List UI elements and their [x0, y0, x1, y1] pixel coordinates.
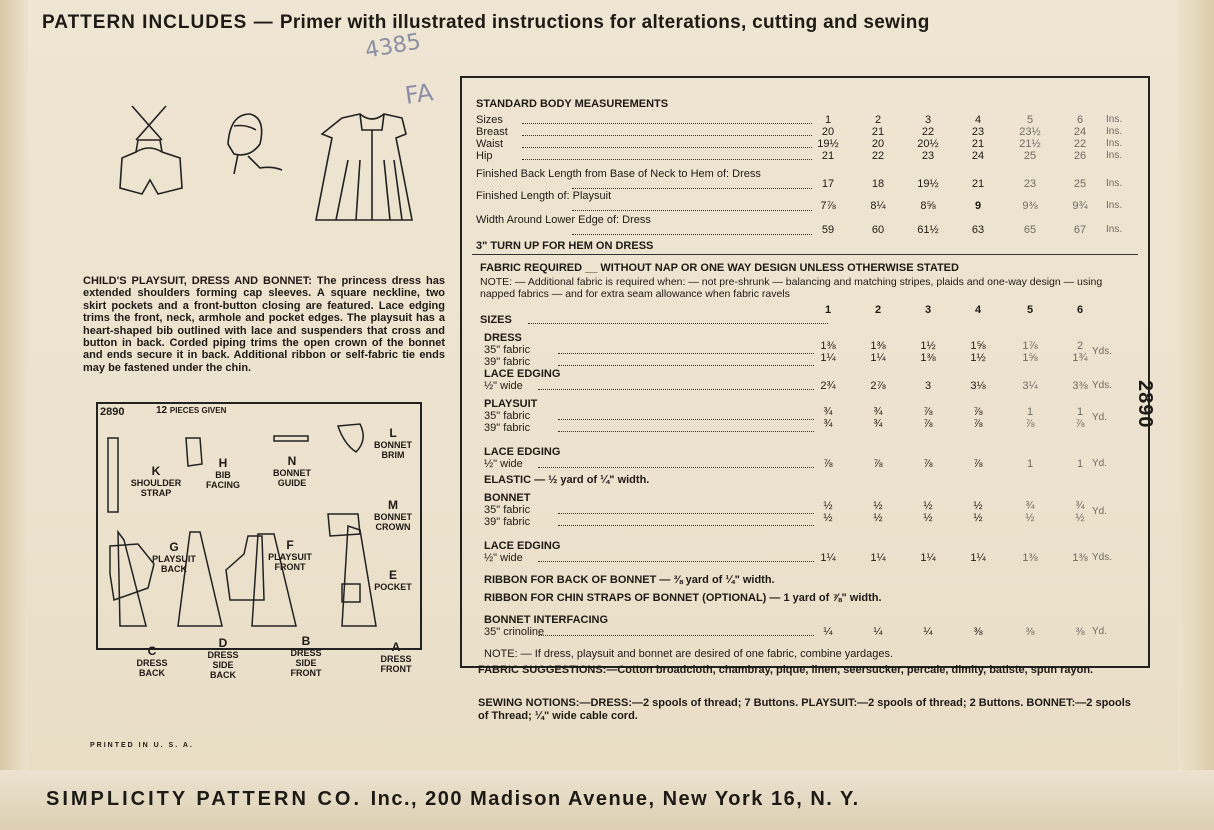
lace-edging-playsuit-value: ⅞	[873, 458, 883, 470]
piece-e-label	[370, 568, 416, 592]
dress-39-label: 39" fabric	[484, 356, 531, 368]
dress-39-value: 1⅜	[920, 352, 936, 364]
sizes-dots	[528, 323, 828, 324]
measurement-value: 67	[1073, 224, 1087, 236]
lace-edging-dress-value: 3¼	[1022, 380, 1038, 392]
fabric-heading: FABRIC REQUIRED __ WITHOUT NAP OR ONE WAY DESIGN UNLESS OTHERWISE STATED	[480, 262, 959, 274]
measurement-label: Width Around Lower Edge of: Dress	[476, 214, 651, 226]
ribbon-back-text: RIBBON FOR BACK OF BONNET — ⅜ yard of ¼" width.	[484, 574, 775, 586]
bonnet-39-value: ½	[873, 512, 883, 524]
dress-35-label: 35" fabric	[484, 344, 531, 356]
piece-h-letter: H	[218, 456, 228, 470]
measurement-value: 25	[1073, 178, 1087, 190]
measurement-value: 8¼	[870, 200, 886, 212]
piece-n-letter: N	[287, 454, 297, 468]
paper-edge-right	[1178, 0, 1214, 830]
piece-c-name: DRESS BACK	[136, 658, 168, 678]
measurement-value: 19½	[817, 138, 839, 150]
piece-h-shape	[186, 438, 202, 466]
measurement-value: 19½	[917, 178, 939, 190]
row-dots	[558, 419, 814, 420]
playsuit-35-value: ⅞	[923, 406, 933, 418]
piece-e-letter: E	[388, 568, 397, 582]
dress-39-value: 1¼	[820, 352, 836, 364]
bonnet-35-value: ½	[973, 500, 983, 512]
measurement-value: 21	[971, 178, 985, 190]
size-header-cell: 3	[924, 304, 932, 316]
yardage-unit: Yds.	[1092, 346, 1113, 357]
playsuit-35-value: ¾	[873, 406, 883, 418]
measurement-value: 18	[871, 178, 885, 190]
piece-f-label	[266, 538, 314, 572]
piece-m-name: BONNET CROWN	[374, 512, 412, 532]
lace-edging-bonnet-value: 1⅜	[1022, 552, 1038, 564]
yardage-unit: Yds.	[1092, 552, 1113, 563]
table-divider	[472, 254, 1138, 255]
hem-note: 3" TURN UP FOR HEM ON DRESS	[476, 240, 654, 252]
yardage-unit: Yds.	[1092, 380, 1113, 391]
measurement-value: 9⅜	[1022, 200, 1038, 212]
measurement-value: 26	[1073, 150, 1087, 162]
sizes-label: SIZES	[480, 314, 512, 326]
row-dots	[558, 525, 814, 526]
playsuit-title: PLAYSUIT	[484, 398, 538, 410]
playsuit-39-value: ¾	[873, 418, 883, 430]
bonnet-interfacing-value: ⅜	[1075, 626, 1085, 638]
measurement-value: 21½	[1019, 138, 1041, 150]
bonnet-interfacing-value: ⅜	[1025, 626, 1035, 638]
bonnet-35-label: 35" fabric	[484, 504, 531, 516]
measurement-value: 24	[1073, 126, 1087, 138]
measurement-value: 22	[1073, 138, 1087, 150]
bonnet-39-label: 39" fabric	[484, 516, 531, 528]
footer-address: Inc., 200 Madison Avenue, New York 16, N. Y.	[370, 788, 860, 810]
piece-c-text	[132, 644, 172, 678]
measurement-dots	[572, 234, 812, 235]
measurement-value: 24	[971, 150, 985, 162]
row-dots	[558, 431, 814, 432]
piece-b-letter: B	[301, 634, 311, 648]
dress-35-value: 2	[1076, 340, 1084, 352]
lace-edging-dress-value: 3	[924, 380, 932, 392]
size-header-cell: 2	[874, 304, 882, 316]
row-dots	[558, 353, 814, 354]
measurement-value: 21	[871, 126, 885, 138]
measurement-value: 8⅝	[920, 200, 936, 212]
stamp-number: 4385	[363, 29, 423, 64]
measurement-unit: Ins.	[1106, 138, 1123, 149]
measurement-value: 20½	[917, 138, 939, 150]
measurement-dots	[522, 135, 812, 136]
lace-edging-bonnet-sub: ½" wide	[484, 552, 523, 564]
lace-edging-dress-value: 2⅞	[870, 380, 886, 392]
measurement-value: 22	[871, 150, 885, 162]
dress-35-value: 1⅞	[1022, 340, 1038, 352]
measurement-value: 5	[1026, 114, 1034, 126]
bonnet-interfacing-value: ¼	[923, 626, 933, 638]
piece-k-name: SHOULDER STRAP	[130, 478, 182, 498]
pattern-description: CHILD'S PLAYSUIT, DRESS AND BONNET: The princess dress has extended shoulders forming cap sleeves. A square neckline, two skirt pockets and a front-button closing are featured. Lace edging trims the front, neck, armhole and pocket edges. The playsuit has a heart-shaped bib outlined with lace and suspenders that cross and button in back. Corded piping trims the open crown of the bonnet and ends secure it in back. Additional ribbon or self-fabric tie ends may be fastened under the chin.	[83, 275, 445, 374]
playsuit-39-value: ⅞	[1025, 418, 1035, 430]
bonnet-interfacing-title: BONNET INTERFACING	[484, 614, 609, 626]
piece-f-letter: F	[286, 538, 294, 552]
bonnet-illustration	[228, 114, 282, 174]
fabric-suggestions: FABRIC SUGGESTIONS:—Cotton broadcloth, chambray, pique, linen, seersucker, percale, dimity, batiste, spun rayon.	[478, 664, 1094, 676]
row-dots	[538, 467, 814, 468]
pieces-count-number: 12	[156, 405, 168, 416]
measurement-unit: Ins.	[1106, 150, 1123, 161]
bonnet-title: BONNET	[484, 492, 531, 504]
size-header-cell: 4	[974, 304, 982, 316]
measurement-value: 2	[874, 114, 882, 126]
lace-edging-bonnet-value: 1¼	[820, 552, 836, 564]
pieces-pattern-number: 2890	[100, 406, 125, 418]
playsuit-35-value: 1	[1026, 406, 1034, 418]
side-pattern-number: 2890	[1134, 380, 1156, 429]
measurement-label: Hip	[476, 150, 493, 162]
dress-35-value: 1⅜	[870, 340, 886, 352]
header-subtitle: Primer with illustrated instructions for alterations, cutting and sewing	[279, 12, 930, 33]
measurement-value: 20	[821, 126, 835, 138]
measurement-value: 21	[971, 138, 985, 150]
bonnet-interfacing-sub: 35" crinoline	[484, 626, 545, 638]
row-dots	[558, 513, 814, 514]
pieces-count-label: PIECES GIVEN	[169, 406, 227, 415]
combine-note: NOTE: — If dress, playsuit and bonnet are desired of one fabric, combine yardages.	[484, 648, 894, 660]
measurement-value: 60	[871, 224, 885, 236]
measurement-value: 23½	[1019, 126, 1041, 138]
piece-n-name: BONNET GUIDE	[273, 468, 311, 488]
bonnet-35-value: ¾	[1025, 500, 1035, 512]
piece-l-label	[370, 426, 416, 460]
dress-39-value: 1½	[970, 352, 986, 364]
measurement-label: Waist	[476, 138, 504, 150]
measurement-value: 65	[1023, 224, 1037, 236]
piece-d-text	[206, 636, 240, 680]
piece-k-letter: K	[151, 464, 161, 478]
dress-35-value: 1⅝	[970, 340, 986, 352]
piece-n-shape	[274, 436, 308, 441]
measurement-label: Breast	[476, 126, 508, 138]
piece-b-text	[288, 634, 324, 678]
playsuit-35-label: 35" fabric	[484, 410, 531, 422]
footer-company: SIMPLICITY PATTERN CO.	[46, 788, 363, 810]
piece-n-label	[268, 454, 316, 488]
bonnet-39-value: ½	[973, 512, 983, 524]
measurement-dots	[522, 123, 812, 124]
measurement-value: 20	[871, 138, 885, 150]
lace-edging-dress-sub: ½" wide	[484, 380, 523, 392]
bonnet-35-value: ½	[873, 500, 883, 512]
measurement-unit: Ins.	[1106, 114, 1123, 125]
dress-illustration	[316, 114, 412, 220]
bonnet-35-value: ½	[823, 500, 833, 512]
piece-l-shape	[338, 424, 363, 452]
playsuit-39-value: ⅞	[923, 418, 933, 430]
bonnet-35-value: ½	[923, 500, 933, 512]
measurement-dots	[522, 159, 812, 160]
measurement-dots	[522, 147, 812, 148]
stamp-letters: FA	[403, 78, 435, 110]
bonnet-interfacing-value: ⅜	[973, 626, 983, 638]
pattern-pieces-panel	[96, 402, 422, 650]
dress-39-value: 1¾	[1072, 352, 1088, 364]
yardage-unit: Yd.	[1092, 506, 1108, 517]
dress-35-value: 1½	[920, 340, 936, 352]
measurement-value: 25	[1023, 150, 1037, 162]
measurement-value: 59	[821, 224, 835, 236]
bonnet-interfacing-value: ¼	[873, 626, 883, 638]
row-dots	[538, 635, 814, 636]
measurement-value: 23	[971, 126, 985, 138]
measurement-value: 17	[821, 178, 835, 190]
measurement-value: 9¾	[1072, 200, 1088, 212]
size-header-cell: 5	[1026, 304, 1034, 316]
paper-edge-left	[0, 0, 28, 830]
piece-m-shape	[328, 514, 360, 536]
piece-h-name: BIB FACING	[206, 470, 241, 490]
piece-l-name: BONNET BRIM	[374, 440, 412, 460]
measurement-value: 22	[921, 126, 935, 138]
lace-edging-playsuit-value: ⅞	[923, 458, 933, 470]
header	[42, 12, 930, 34]
header-title: PATTERN INCLUDES —	[42, 12, 274, 33]
measurement-value: 23	[1023, 178, 1037, 190]
lace-edging-playsuit-value: 1	[1076, 458, 1084, 470]
lace-edging-dress-value: 2¾	[820, 380, 836, 392]
measurement-value: 6	[1076, 114, 1084, 126]
elastic-text: ELASTIC — ½ yard of ¼" width.	[484, 474, 650, 486]
lace-edging-playsuit-value: 1	[1026, 458, 1034, 470]
piece-c-letter: C	[147, 644, 157, 658]
playsuit-39-value: ⅞	[1075, 418, 1085, 430]
row-dots	[558, 365, 814, 366]
piece-d-name: DRESS SIDE BACK	[207, 650, 239, 680]
bonnet-39-value: ½	[1025, 512, 1035, 524]
yardage-unit: Yd.	[1092, 458, 1108, 469]
piece-b-name: DRESS SIDE FRONT	[290, 648, 322, 678]
measurement-unit: Ins.	[1106, 126, 1123, 137]
measurements-heading: STANDARD BODY MEASUREMENTS	[476, 98, 669, 110]
playsuit-35-value: ¾	[823, 406, 833, 418]
footer	[46, 788, 860, 811]
piece-g-label	[150, 540, 198, 574]
lace-edging-bonnet-value: 1¼	[920, 552, 936, 564]
piece-k-shape	[108, 438, 118, 512]
row-dots	[538, 561, 814, 562]
measurement-value: 3	[924, 114, 932, 126]
yardage-unit: Yd.	[1092, 626, 1108, 637]
measurement-label: Finished Back Length from Base of Neck to Hem of: Dress	[476, 168, 761, 180]
playsuit-39-value: ⅞	[973, 418, 983, 430]
piece-c-shape	[118, 532, 146, 626]
playsuit-39-label: 39" fabric	[484, 422, 531, 434]
lace-edging-bonnet-title: LACE EDGING	[484, 540, 561, 552]
piece-k-label	[126, 464, 186, 498]
piece-e-name: POCKET	[374, 582, 412, 592]
printed-in-usa: PRINTED IN U. S. A.	[90, 742, 194, 749]
dress-35-value: 1⅜	[820, 340, 836, 352]
measurement-value: 4	[974, 114, 982, 126]
piece-a-text	[376, 640, 416, 674]
piece-g-name: PLAYSUIT BACK	[152, 554, 196, 574]
dress-39-value: 1⅝	[1022, 352, 1038, 364]
piece-f-name: PLAYSUIT FRONT	[268, 552, 312, 572]
lace-edging-playsuit-value: ⅞	[973, 458, 983, 470]
piece-a-name: DRESS FRONT	[380, 654, 412, 674]
measurement-unit: Ins.	[1106, 224, 1123, 235]
measurement-value: 1	[824, 114, 832, 126]
measurement-value: 61½	[917, 224, 939, 236]
measurement-value: 9	[974, 200, 982, 212]
fabric-note: NOTE: — Additional fabric is required when: — not pre-shrunk — balancing and matching stripes, plaids and one-way design — using napped fabrics — and for extra seam allowance when fabric ravels	[480, 276, 1103, 300]
bonnet-interfacing-value: ¼	[823, 626, 833, 638]
lace-edging-dress-value: 3⅜	[1072, 380, 1088, 392]
piece-h-label	[206, 456, 240, 490]
piece-a-letter: A	[391, 640, 401, 654]
lace-edging-playsuit-sub: ½" wide	[484, 458, 523, 470]
piece-d-letter: D	[218, 636, 228, 650]
lace-edging-playsuit-value: ⅞	[823, 458, 833, 470]
measurement-label: Sizes	[476, 114, 503, 126]
playsuit-illustration	[120, 106, 182, 194]
measurement-unit: Ins.	[1106, 200, 1123, 211]
size-header-cell: 1	[824, 304, 832, 316]
bonnet-35-value: ¾	[1075, 500, 1085, 512]
measurement-dots	[572, 210, 812, 211]
bonnet-39-value: ½	[923, 512, 933, 524]
playsuit-35-value: 1	[1076, 406, 1084, 418]
measurement-value: 23	[921, 150, 935, 162]
ribbon-chin-text: RIBBON FOR CHIN STRAPS OF BONNET (OPTIONAL) — 1 yard of ⅞" width.	[484, 592, 882, 604]
lace-edging-bonnet-value: 1⅜	[1072, 552, 1088, 564]
size-header-cell: 6	[1076, 304, 1084, 316]
measurement-label: Finished Length of: Playsuit	[476, 190, 612, 202]
lace-edging-bonnet-value: 1¼	[970, 552, 986, 564]
yardage-unit: Yd.	[1092, 412, 1108, 423]
piece-m-label	[370, 498, 416, 532]
lace-edging-dress-title: LACE EDGING	[484, 368, 561, 380]
piece-l-letter: L	[389, 426, 397, 440]
lace-edging-dress-value: 3⅛	[970, 380, 986, 392]
measurement-value: 7⅞	[820, 200, 836, 212]
measurement-value: 21	[821, 150, 835, 162]
lace-edging-playsuit-title: LACE EDGING	[484, 446, 561, 458]
playsuit-35-value: ⅞	[973, 406, 983, 418]
sewing-notions: SEWING NOTIONS:—DRESS:—2 spools of thread; 7 Buttons. PLAYSUIT:—2 spools of thread; 2 Buttons. BONNET:—2 spools of Thread; ¼" wide cable cord.	[478, 697, 1131, 722]
dress-39-value: 1¼	[870, 352, 886, 364]
playsuit-39-value: ¾	[823, 418, 833, 430]
bonnet-39-value: ½	[823, 512, 833, 524]
measurement-dots	[572, 188, 812, 189]
row-dots	[538, 389, 814, 390]
bonnet-39-value: ½	[1075, 512, 1085, 524]
piece-f-shape	[226, 536, 264, 600]
measurement-value: 63	[971, 224, 985, 236]
measurement-unit: Ins.	[1106, 178, 1123, 189]
dress-title: DRESS	[484, 332, 522, 344]
garment-illustrations	[110, 100, 420, 230]
piece-g-letter: G	[169, 540, 179, 554]
piece-m-letter: M	[388, 498, 398, 512]
yardage-table	[460, 76, 1150, 668]
lace-edging-bonnet-value: 1¼	[870, 552, 886, 564]
